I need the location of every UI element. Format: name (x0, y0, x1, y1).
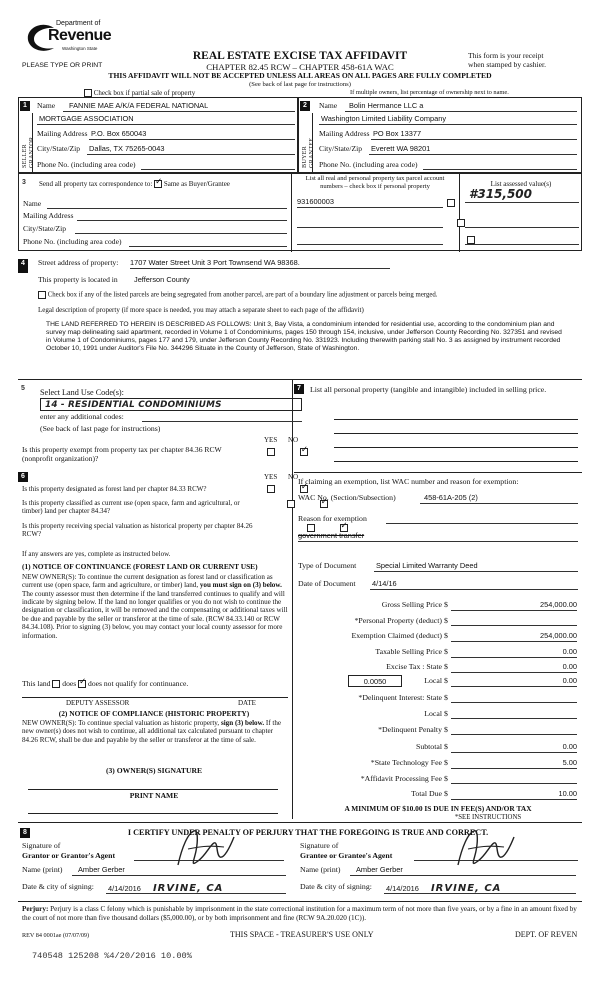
subtotal-field[interactable]: 0.00 (451, 743, 577, 753)
deputy-assessor-label: DEPUTY ASSESSOR (66, 699, 130, 707)
affidavit-fee-label: *Affidavit Processing Fee (360, 774, 442, 783)
reason-label: Reason for exemption (298, 514, 367, 523)
if-yes-instruction: If any answers are yes, complete as instructed below. (22, 550, 171, 558)
parcel-number-field-3[interactable] (297, 236, 443, 245)
perjury-notice (22, 905, 580, 922)
s5-no-header: NO (288, 436, 299, 444)
s3-phone-label: Phone No. (including area code) (23, 237, 122, 246)
wac-label: WAC No. (Section/Subsection) (298, 493, 396, 502)
seller-name-row (37, 102, 295, 113)
grantor-name-field[interactable]: Amber Gerber (72, 866, 286, 876)
excise-state-label: Excise Tax : State (386, 662, 442, 671)
form-number: REV 84 0001ae (07/07/09) (22, 932, 90, 939)
delinquent-local-field[interactable] (451, 710, 577, 719)
notice-continuance-title: (1) NOTICE OF CONTINUANCE (FOREST LAND OR CURRENT USE) (22, 562, 258, 571)
grantee-agent-label: Grantee or Grantee's Agent (300, 851, 393, 860)
s3-address-field[interactable] (77, 212, 287, 221)
section-4-badge: 4 (18, 259, 28, 273)
certify-statement: I CERTIFY UNDER PENALTY OF PERJURY THAT THE FOREGOING IS TRUE AND CORRECT. (127, 828, 489, 837)
s3-name-field[interactable] (47, 200, 287, 209)
grantee-city-value: IRVINE, CA (430, 883, 502, 894)
excise-local-label: Local (424, 676, 442, 685)
total-due-dollar: $ (444, 789, 448, 798)
s6-yes-header: YES (264, 473, 278, 481)
subtotal-dollar: $ (444, 742, 448, 751)
print-name-label: PRINT NAME (129, 791, 179, 800)
s3-name-label: Name (23, 199, 42, 208)
please-type-label: PLEASE TYPE OR PRINT (22, 62, 103, 69)
does-label: does (62, 679, 77, 688)
additional-codes-label: enter any additional codes: (40, 412, 124, 421)
street-address-field[interactable]: 1707 Water Street Unit 3 Port Townsend WA 98368. (130, 259, 390, 269)
land-use-label: Select Land Use Code(s): (40, 388, 124, 397)
doc-type-label: Type of Document (298, 561, 357, 570)
seller-grantor-section (18, 97, 298, 173)
seller-name-field-2[interactable]: MORTGAGE ASSOCIATION (37, 115, 295, 125)
exempt-yes-checkbox[interactable] (267, 448, 275, 456)
correspondence-section (18, 173, 582, 251)
historic-question: Is this property receiving special valuation as historical property per chapter 84.26 RCW? (22, 522, 253, 539)
s3-address-label: Mailing Address (23, 211, 74, 220)
deputy-date-label: DATE (238, 699, 256, 707)
seller-side-label: SELLER GRANTOR (21, 136, 36, 168)
does-qualify-checkbox[interactable] (52, 680, 60, 688)
send-correspondence-label: Send all property tax correspondence to: (39, 180, 153, 188)
assessed-value-field[interactable]: #315,500 (465, 188, 579, 203)
buyer-grantee-section (298, 97, 582, 173)
exemption-claimed-field[interactable]: 254,000.00 (451, 632, 577, 642)
seller-city-field[interactable]: Dallas, TX 75265-0043 (87, 145, 295, 155)
street-address-row (38, 259, 578, 268)
qualify-label: qualify for continuance. (115, 679, 189, 688)
property-section (18, 255, 582, 375)
notice-compliance-b: sign (3) below. (220, 719, 265, 727)
doc-type-row (298, 562, 578, 571)
affidavit-fee-field[interactable] (451, 775, 577, 784)
seller-phone-row (37, 161, 295, 170)
county-row (38, 276, 578, 285)
seller-address-field[interactable]: P.O. Box 650043 (89, 130, 295, 140)
form-chapters: CHAPTER 82.45 RCW – CHAPTER 458-61A WAC (206, 62, 394, 72)
taxable-price-field[interactable]: 0.00 (451, 648, 577, 658)
street-address-label: Street address of property: (38, 258, 119, 267)
dor-logo (24, 18, 114, 62)
personal-deduct-label: *Personal Property (deduct) (354, 616, 442, 625)
owner-signature-label: (3) OWNER(S) SIGNATURE (105, 766, 203, 775)
dor-revenue-wordmark: Revenue (48, 27, 112, 44)
s3-city-field[interactable] (75, 225, 287, 234)
total-due-label: Total Due (411, 789, 442, 798)
this-land-label: This land (22, 679, 51, 688)
parcel-number-field[interactable]: 931600003 (297, 198, 443, 208)
forest-current-use-section (18, 470, 299, 820)
form-warning: THIS AFFIDAVIT WILL NOT BE ACCEPTED UNLESS ALL AREAS ON ALL PAGES ARE FULLY COMPLETED (108, 71, 492, 80)
land-use-see-back: (See back of last page for instructions) (40, 424, 161, 433)
excise-state-dollar: $ (444, 662, 448, 671)
assessed-value-field-3[interactable] (465, 236, 579, 245)
personal-dollar: $ (444, 616, 448, 625)
excise-local-field[interactable]: 0.00 (451, 677, 577, 687)
buyer-city-field[interactable]: Everett WA 98201 (369, 145, 577, 155)
s3-city-label: City/State/Zip (23, 224, 67, 233)
parcel-personal-checkbox-1[interactable] (447, 199, 455, 207)
excise-local-dollar: $ (444, 676, 448, 685)
s3-phone-field[interactable] (129, 238, 287, 247)
does-not-label: does not (88, 679, 114, 688)
grantor-name-row (22, 866, 292, 875)
grantee-name-field[interactable]: Amber Gerber (350, 866, 576, 876)
seller-address-row (37, 130, 295, 139)
buyer-address-label: Mailing Address (319, 129, 370, 138)
personal-deduct-field[interactable] (451, 617, 577, 626)
grantor-signature-scribble-icon (168, 827, 238, 869)
buyer-phone-label: Phone No. (including area code) (319, 160, 418, 169)
form-title: REAL ESTATE EXCISE TAX AFFIDAVIT (192, 50, 408, 62)
doc-date-row (298, 580, 578, 589)
buyer-address-field[interactable]: PO Box 13377 (371, 130, 577, 140)
affidavit-fee-dollar: $ (444, 774, 448, 783)
grantor-agent-label: Grantor or Grantor's Agent (22, 851, 116, 860)
s3-name-row (23, 200, 287, 209)
grantee-date-value: 4/14/2016 (386, 884, 419, 893)
county-label: This property is located in (38, 275, 118, 284)
gross-price-label: Gross Selling Price (381, 600, 442, 609)
dept-label: DEPT. OF REVEN (515, 930, 578, 939)
seller-name-field[interactable]: FANNIE MAE A/K/A FEDERAL NATIONAL (63, 102, 295, 112)
excise-state-field[interactable]: 0.00 (451, 663, 577, 673)
additional-codes-row (40, 413, 124, 422)
notice-continuance-a: NEW OWNER(S): To continue the current designation as forest land or classification as current use (open space, farm and agriculture, or timber) land, (22, 573, 273, 590)
reason-field[interactable] (386, 515, 578, 524)
parcel-number-field-2[interactable] (297, 219, 443, 228)
grantee-date-city-field[interactable] (384, 883, 576, 894)
doc-date-field[interactable]: 4/14/16 (370, 580, 578, 590)
certification-section (18, 822, 582, 902)
cashier-stamp: 740548 125208 %4/20/2016 10.00% (32, 951, 192, 961)
buyer-city-row (319, 145, 577, 154)
grantor-date-label: Date & city of signing: (22, 882, 94, 891)
multiple-owners-note: If multiple owners, list percentage of ownership next to name. (350, 89, 509, 96)
delinquent-penalty-field[interactable] (451, 726, 577, 735)
buyer-name-row (319, 102, 577, 111)
personal-property-label: List all personal property (tangible and intangible) included in selling price. (310, 385, 547, 394)
perjury-label: Perjury: (22, 905, 49, 913)
send-correspondence-row (39, 180, 230, 188)
grantee-sig-of: Signature of (300, 841, 339, 850)
same-as-buyer-checkbox[interactable] (154, 180, 162, 188)
same-as-buyer-label: Same as Buyer/Grantee (163, 180, 230, 188)
notice-continuance-text (22, 573, 292, 640)
seller-phone-field[interactable] (141, 161, 295, 170)
continuance-row (22, 680, 188, 689)
legal-description-label: Legal description of property (if more space is needed, you may attach a separate sheet to each page of the affidavit) (38, 306, 364, 314)
section-2-badge: 2 (300, 101, 310, 111)
doc-date-label: Date of Document (298, 579, 356, 588)
grantee-name-row (300, 866, 580, 875)
s3-phone-row (23, 238, 287, 247)
tech-fee-label: *State Technology Fee (370, 758, 442, 767)
grantor-date-row (22, 883, 292, 892)
grantee-signature-scribble-icon (448, 827, 518, 869)
buyer-address-row (319, 130, 577, 139)
see-back-instructions: (See back of last page for instructions) (249, 81, 351, 88)
doc-type-field[interactable]: Special Limited Warranty Deed (374, 562, 578, 572)
grantor-sig-of: Signature of (22, 841, 61, 850)
buyer-side-label: BUYER GRANTEE (301, 137, 316, 168)
reason-row (298, 515, 578, 524)
grantor-date-city-field[interactable] (106, 883, 286, 894)
notice-compliance-a: NEW OWNER(S): To continue special valuation as historic property, (22, 719, 220, 727)
perjury-text: Perjury is a class C felony which is punishable by imprisonment in the state correctional institution for a maximum term of not more than five years, or by a fine in an amount fixed by the court of not more than five thousand dollars ($5,000.00), or by both imprisonment and fine (RCW 9A.20.020 (1C)). (22, 905, 577, 922)
county-field[interactable]: Jefferson County (134, 275, 190, 284)
gross-dollar: $ (444, 600, 448, 609)
local-rate-box[interactable]: 0.0050 (348, 675, 402, 687)
delinquent-state-field[interactable] (451, 694, 577, 703)
notice-continuance-b: you must sign on (3) below. (199, 581, 282, 590)
additional-codes-field[interactable] (142, 421, 302, 422)
delinquent-local-label: Local (424, 709, 442, 718)
tech-fee-dollar: $ (444, 758, 448, 767)
segregated-row (38, 291, 578, 299)
legal-description-text[interactable]: THE LAND REFERRED TO HEREIN IS DESCRIBED AS FOLLOWS: Unit 3, Bay Vista, a condominium intended for residential use, according to the condominium plan and survey map delineating said apartment, recorded in Volume 1 of Condominiums, pages 150 through 154, inclusive, under Jefferson County Recording No. 327351 and revised in Volume 1 of Condominiums, pages 177 and 179, under Jefferson County Recording No. 331923. Including therewith parking stall No. 3 as assigned by instrument recorded October 10, 1991 under Auditor's File No. 344296 Situate in the County of Jefferson, State of Washington. (46, 321, 562, 353)
land-use-section (18, 382, 299, 472)
parcel-personal-checkbox-2[interactable] (457, 219, 465, 227)
exemption-claim-label: If claiming an exemption, list WAC number and reason for exemption: (298, 477, 519, 486)
segregated-label: Check box if any of the listed parcels are being segregated from another parcel, are part of a boundary line adjustment or parcels being merged. (47, 291, 438, 299)
section-5-badge: 5 (18, 384, 28, 394)
notice-compliance-c: If the new owner(s) does not wish to continue, all additional tax calculated pursuant to chapter 84.26 RCW, shall be due and payable by the seller or transferor at the time of sale. (22, 719, 282, 744)
parcel-header: List all real and personal property tax parcel account numbers – check box if personal property (305, 175, 445, 190)
buyer-phone-row (319, 161, 577, 170)
assessed-header: List assessed value(s) (490, 180, 552, 188)
partial-sale-label: Check box if partial sale of property (93, 89, 196, 97)
buyer-city-label: City/State/Zip (319, 144, 363, 153)
forest-yes-checkbox[interactable] (267, 485, 275, 493)
gross-price-field[interactable]: 254,000.00 (451, 601, 577, 611)
grantor-name-label: Name (print) (22, 865, 63, 874)
receipt-note-2: when stamped by cashier. (468, 60, 547, 69)
assessed-value-field-2[interactable] (465, 219, 579, 228)
seller-address-label: Mailing Address (37, 129, 88, 138)
grantor-city-value: IRVINE, CA (152, 883, 224, 894)
notice-continuance-c: The county assessor must then determine if the land transferred continues to qualify and will indicate by signing below. If the land no longer qualifies or you do not wish to continue the designation or classification, it will be removed and the compensating or additional taxes will be due and payable by the seller or transferor at the time of sale. (RCW 84.33.140 or RCW 84.34.108). Prior to signing (3) below, you may contact your local county assessor for more information. (22, 589, 288, 640)
taxable-dollar: $ (444, 647, 448, 656)
reason-text[interactable]: government transfer (298, 532, 578, 542)
exemption-claimed-label: Exemption Claimed (deduct) (351, 631, 442, 640)
delinquent-penalty-dollar: $ (444, 725, 448, 734)
exempt-question: Is this property exempt from property tax per chapter 84.36 RCW (nonprofit organization)? (22, 445, 222, 463)
forest-land-question: Is this property designated as forest land per chapter 84.33 RCW? (22, 485, 207, 493)
section-3-badge: 3 (20, 178, 28, 188)
section-6-badge: 6 (18, 472, 28, 482)
section-7-badge: 7 (294, 384, 304, 394)
exemption-dollar: $ (444, 631, 448, 640)
taxable-price-label: Taxable Selling Price (375, 647, 442, 656)
seller-name-label: Name (37, 101, 56, 110)
notice-compliance-text (22, 719, 288, 744)
minimum-due-note: A MINIMUM OF $10.00 IS DUE IN FEE(S) AND/OR TAX (344, 804, 532, 813)
delinquent-state-dollar: $ (444, 693, 448, 702)
grantee-name-label: Name (print) (300, 865, 341, 874)
dor-state-line: Washington State (62, 46, 98, 51)
land-use-code-field[interactable]: 14 - RESIDENTIAL CONDOMINIUMS (40, 398, 302, 411)
seller-phone-label: Phone No. (including area code) (37, 160, 136, 169)
grantee-date-label: Date & city of signing: (300, 882, 372, 891)
section-8-badge: 8 (20, 828, 30, 838)
notice-compliance-title: (2) NOTICE OF COMPLIANCE (HISTORIC PROPERTY) (58, 709, 250, 718)
delinquent-local-dollar: $ (444, 709, 448, 718)
receipt-note-1: This form is your receipt (468, 51, 544, 60)
treasurer-use-label: THIS SPACE - TREASURER'S USE ONLY (230, 930, 374, 939)
wac-row (298, 494, 578, 503)
delinquent-state-label: *Delinquent Interest: State (358, 693, 442, 702)
dor-dept-line: Department of (56, 20, 101, 27)
s3-city-row (23, 225, 287, 234)
buyer-name-label: Name (319, 101, 338, 110)
section-1-badge: 1 (20, 101, 30, 111)
tax-computation-section (294, 382, 582, 822)
does-not-qualify-checkbox[interactable] (78, 680, 86, 688)
s5-yes-header: YES (264, 436, 278, 444)
buyer-name-field[interactable]: Bolin Hermance LLC a (345, 102, 577, 112)
total-due-field[interactable]: 10.00 (451, 790, 577, 800)
grantee-date-row (300, 883, 580, 892)
buyer-phone-field[interactable] (423, 161, 577, 170)
segregated-checkbox[interactable] (38, 291, 46, 299)
subtotal-label: Subtotal (416, 742, 442, 751)
grantor-date-value: 4/14/2016 (108, 884, 141, 893)
buyer-name-field-2[interactable]: Washington Limited Liability Company (319, 115, 577, 125)
current-use-question: Is this property classified as current use (open space, farm and agricultural, or timber) land per chapter 84.34? (22, 499, 240, 516)
seller-city-row (37, 145, 295, 154)
s6-no-header: NO (288, 473, 299, 481)
s3-address-row (23, 212, 287, 221)
seller-city-label: City/State/Zip (37, 144, 81, 153)
wac-field[interactable]: 458-61A-205 (2) (420, 494, 578, 504)
delinquent-penalty-label: *Delinquent Penalty (378, 725, 442, 734)
tech-fee-field[interactable]: 5.00 (451, 759, 577, 769)
see-instructions-note: *SEE INSTRUCTIONS (454, 814, 522, 821)
